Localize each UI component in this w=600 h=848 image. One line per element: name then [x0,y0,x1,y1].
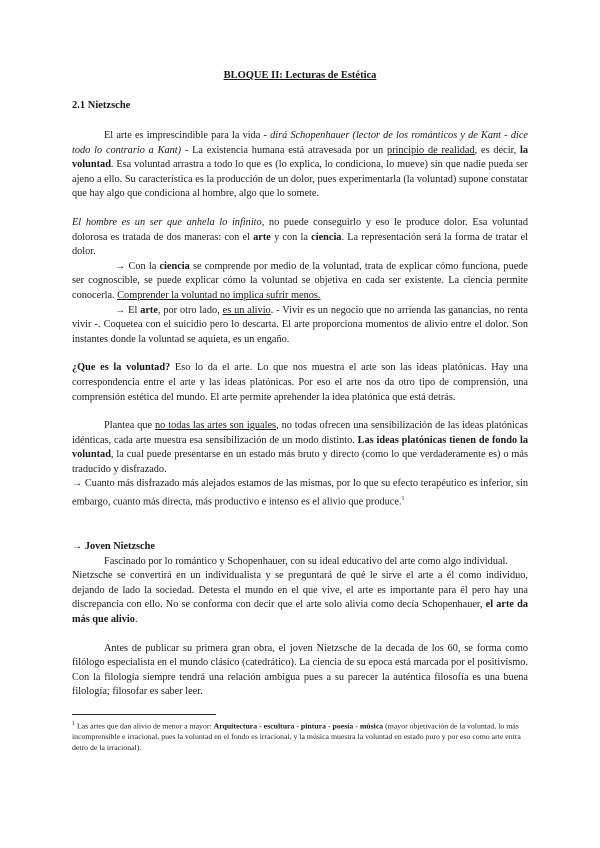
paragraph-3: → Con la ciencia se comprende por medio de la voluntad, trata de explicar cómo funciona, puede ser cognoscible, se puede explicar cómo la voluntad se objetiva en cada ser existente. La ciencia permite conocerla. Comprender la voluntad no implica sufrir menos. [72,260,529,301]
paragraph-10: Nietzsche se convertirá en un individualista y se preguntará de qué le sirve el arte a él como individuo, dejando de lado la sociedad. Detesta el mundo en el que vive, el arte es importante para él pero hay una discrepancia con ello. No se conforma con decir que el arte solo alivia como decía Schopenhauer, el arte da más que alivio. [72,570,528,626]
arrow-icon: → [72,478,83,490]
subsection-heading: → Joven Nietzsche [72,541,155,553]
footnote: $^1$ Las artes que dan alivio de menor a mayor: Arquitectura - escultura - pintura - poesía - música (mayor objetivación de la voluntad, lo más incomprensible e irracional, pues la voluntad en el fondo es irracional, y la música muestra la voluntad en estado puro y por eso como arte entra detro de la irracional). [72,721,521,752]
page-title: BLOQUE II: Lecturas de Estética [223,70,377,81]
paragraph-7: → Cuanto más disfrazado más alejados estamos de las mismas, por lo que su efecto terapéutico es inferior, sin embargo, cuanto más directa, más productivo e intenso es el alivio que produce.$^1$ [72,478,528,508]
paragraph-1: El arte es imprescindible para la vida - dirá Schopenhauer (lector de los románticos y de Kant - dice todo lo contrario a Kant) - La existencia humana está atravesada por un principio de realidad, es decir, la voluntad. Esa voluntad arrastra a todo lo que es (lo explica, lo condiciona, lo mueve) sin que nadie pueda ser ajeno a ello. Su característica es la producción de un dolor, pues experimentarla (la voluntad) supone constatar que hay algo que condiciona al hombre, algo que lo somete. [72,130,528,200]
paragraph-4: → El arte, por otro lado, es un alivio. - Vivir es un negocio que no arrienda las ganancias, no renta vivir -. Coquetea con el suicidio pero lo descarta. El arte proporciona momentos de alivio entre el dolor. Son instantes donde la voluntad se aquieta, es un engaño. [72,304,528,345]
paragraph-9: Fascinado por lo romántico y Schopenhauer, con su ideal educativo del arte como algo individual. [104,555,508,567]
footnote-ref: 1 [401,496,405,503]
paragraph-5: ¿Que es la voluntad? Eso lo da el arte. Lo que nos muestra el arte son las ideas platónicas. Hay una correspondencia entre el arte y las ideas platónicas. Por eso el arte nos da otro tipo de comprensión, una comprensión estética del mundo. El arte permite aprehender la idea platónica que está detrás. [72,362,528,403]
footnote-divider [72,714,216,715]
document-page [72,70,528,753]
paragraph-2: El hombre es un ser que anhela lo infinito, no puede conseguirlo y eso le produce dolor. Esa voluntad dolorosa es tratada de dos maneras: con el arte y con la ciencia. La representación será la forma de tratar el dolor. [72,216,528,258]
arrow-icon: → [72,541,83,553]
paragraph-11: Antes de publicar su primera gran obra, el joven Nietzsche de la decada de los 60, se forma como filólogo especialista en el mundo clásico (catedrático). La ciencia de su epoca está marcada por el positivismo. Con la filología siempre tendrá una relación ambigua pues a su parecer la auténtica filosofía es una buena filología; filosofar es saber leer. [72,642,528,698]
arrow-icon: → [115,304,126,316]
arrow-icon: → [115,260,126,272]
section-heading: 2.1 Nietzsche [72,100,131,111]
paragraph-6: Plantea que no todas las artes son iguales, no todas ofrecen una sensibilización de las ideas platónicas idénticas, cada arte muestra esa sensibilización de un modo distinto. Las ideas platónicas tienen de fondo la voluntad, la cual puede presentarse en un estado más bruto y directo (como lo que verdaderamente es) o más traducido y disfrazado. [72,420,529,475]
